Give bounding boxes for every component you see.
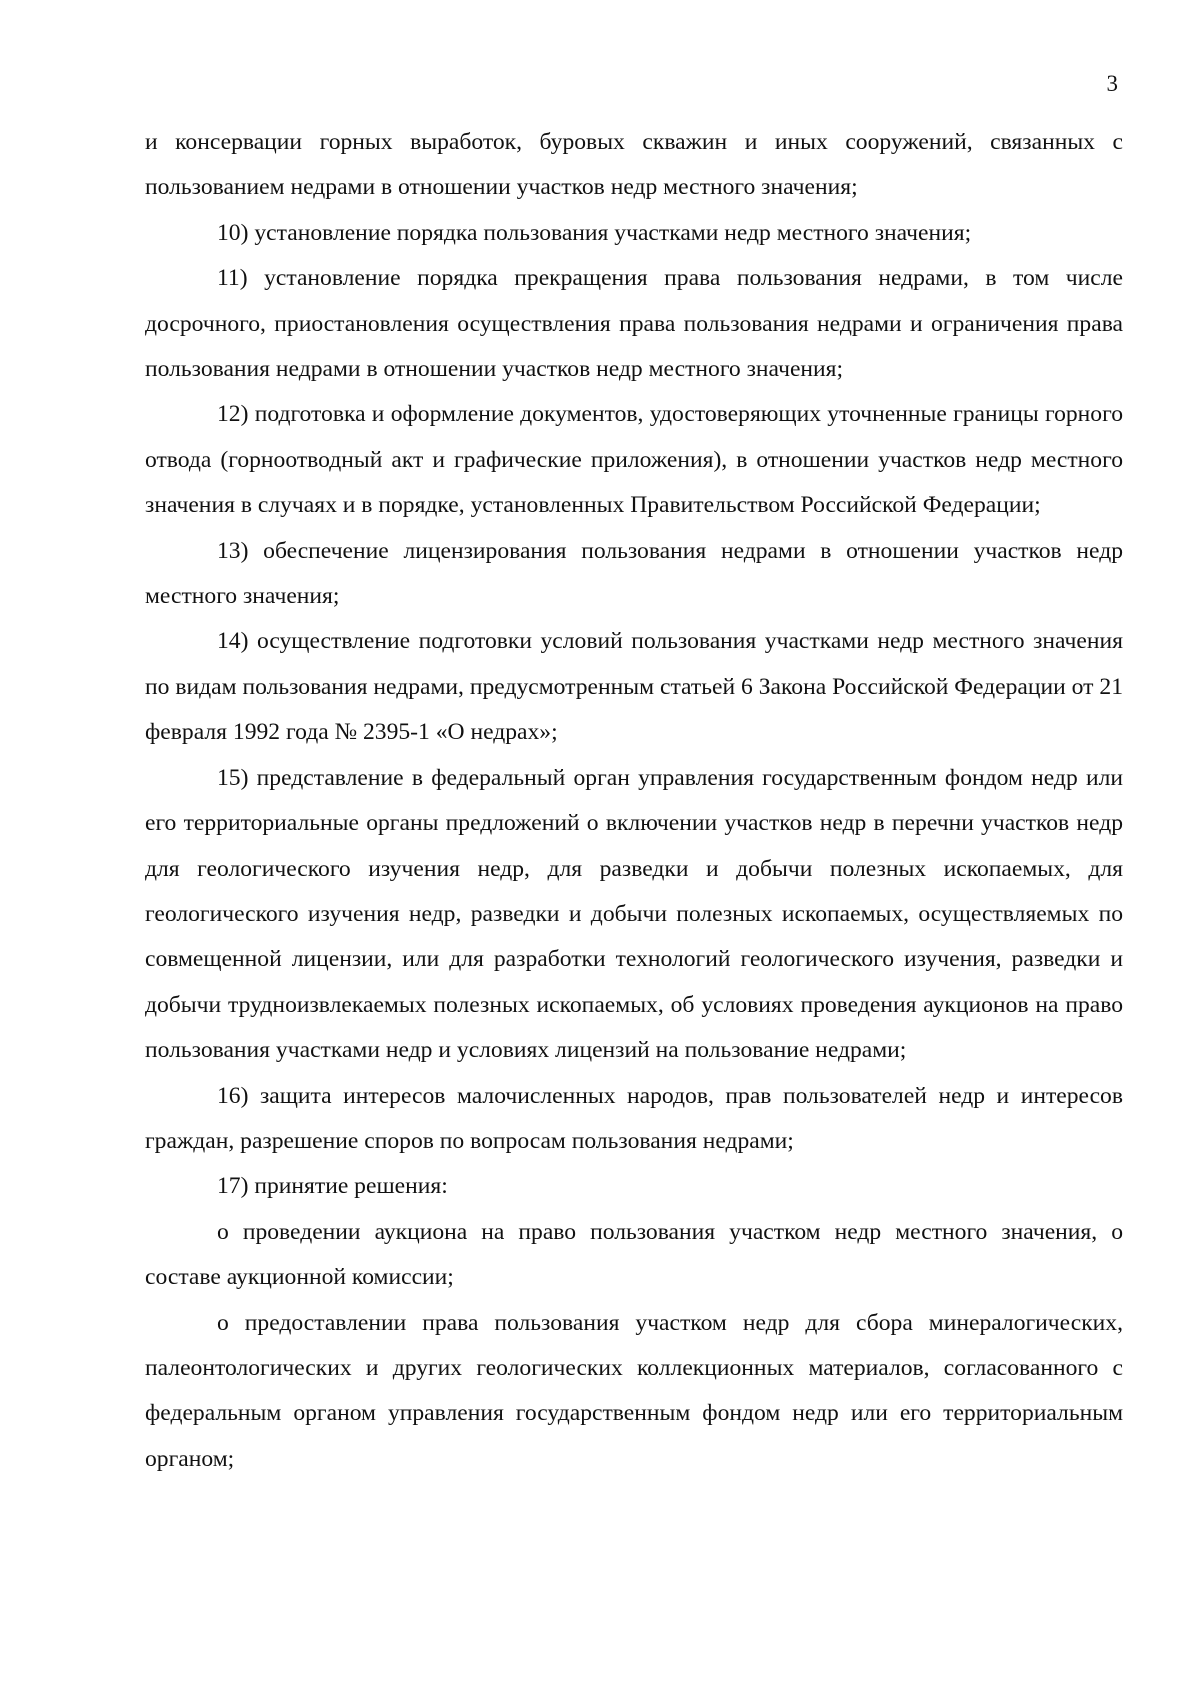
paragraph-continuation: и консервации горных выработок, буровых скважин и иных сооружений, связанных с пользованием недрами в отношении участков недр местного значения; (145, 129, 1123, 201)
paragraph-item-13: 13) обеспечение лицензирования пользования недрами в отношении участков недр местного значения; (145, 537, 1123, 610)
paragraph-item-16: 16) защита интересов малочисленных народов, прав пользователей недр и интересов граждан, разрешение споров по вопросам пользования недрами; (145, 1082, 1123, 1154)
page-number: 3 (1106, 71, 1118, 96)
document-body (145, 120, 1123, 1482)
paragraph-item-15: 15) представление в федеральный орган управления государственным фондом недр или его территориальные органы предложений о включении участков недр в перечни участков недр для геологического изучения недр, для разведки и добычи полезных ископаемых, для геологического изучения недр, разведки и добычи полезных ископаемых, осуществляемых по совмещенной лицензии, или для разработки технологий геологического изучения, разведки и добычи трудноизвлекаемых полезных ископаемых, об условиях проведения аукционов на право пользования участками недр и условиях лицензий на пользование недрами; (145, 764, 1123, 1064)
paragraph-subitem-collection: о предоставлении права пользования участком недр для сбора минералогических, палеонтологических и других геологических коллекционных материалов, согласованного с федеральным органом управления государственным фондом недр или его территориальным органом; (145, 1309, 1123, 1472)
paragraph-subitem-auction: о проведении аукциона на право пользования участком недр местного значения, о составе аукционной комиссии; (145, 1218, 1123, 1291)
paragraph-item-10: 10) установление порядка пользования участками недр местного значения; (217, 219, 972, 246)
paragraph-item-11: 11) установление порядка прекращения права пользования недрами, в том числе досрочного, приостановления осуществления права пользования недрами и ограничения права пользования недрами в отношении участков недр местного значения; (145, 265, 1123, 383)
paragraph-item-14: 14) осуществление подготовки условий пользования участками недр местного значения по видам пользования недрами, предусмотренным статьей 6 Закона Российской Федерации от 21 февраля 1992 года № 2395-1 «О недрах»; (145, 628, 1123, 746)
paragraph-item-12: 12) подготовка и оформление документов, удостоверяющих уточненные границы горного отвода (горноотводный акт и графические приложения), в отношении участков недр местного значения в случаях и в порядке, установленных Правительством Российской Федерации; (145, 401, 1123, 519)
paragraph-item-17: 17) принятие решения: (217, 1173, 448, 1200)
